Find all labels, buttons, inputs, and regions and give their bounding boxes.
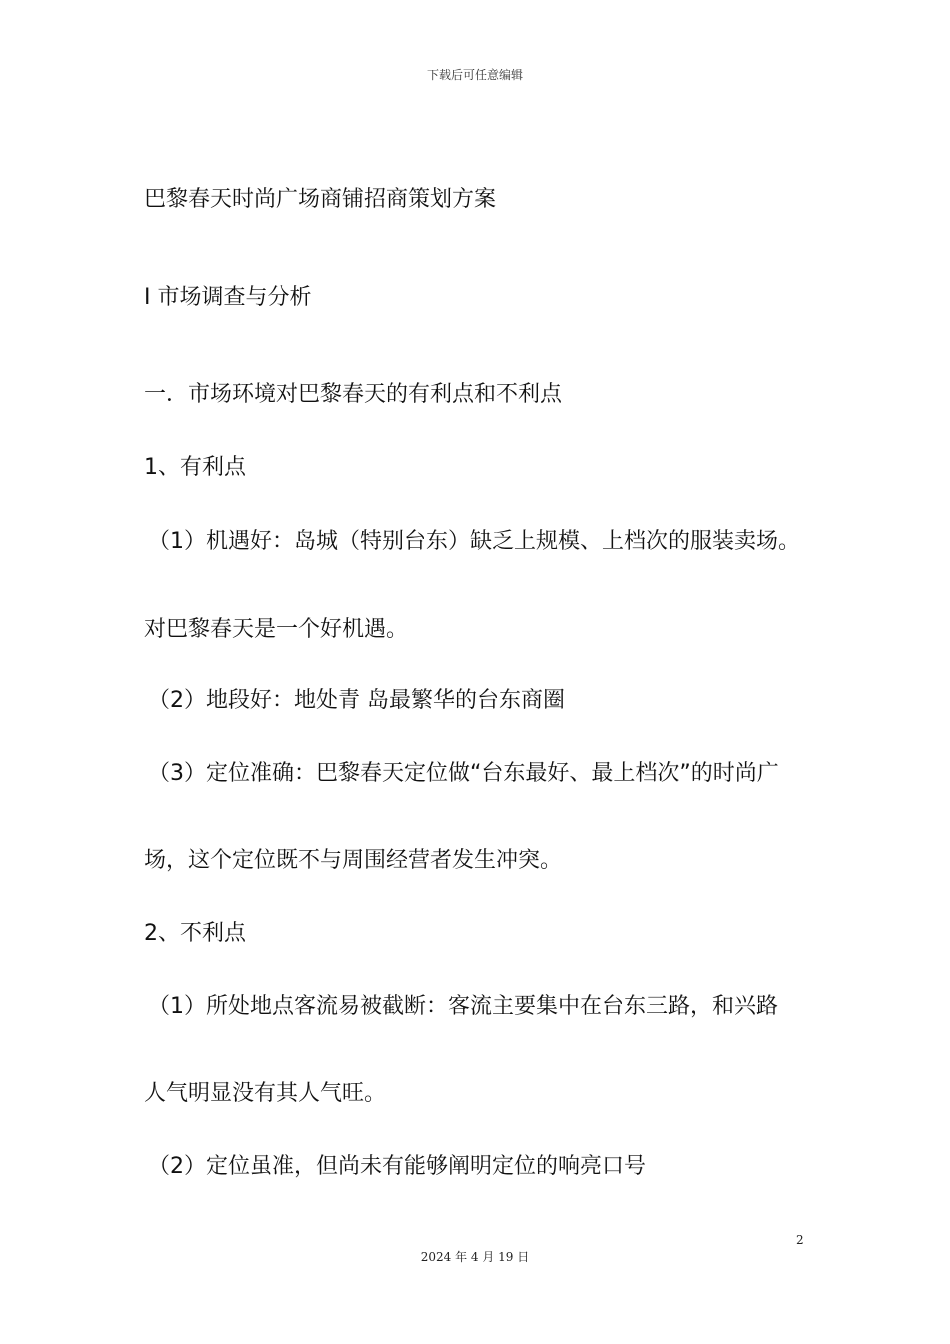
document-title: 巴黎春天时尚广场商铺招商策划方案	[144, 187, 497, 212]
advantage-item-2: （2）地段好：地处青 岛最繁华的台东商圈	[148, 688, 565, 713]
disadvantage-item-1-line-2: 人气明显没有其人气旺。	[144, 1081, 387, 1106]
section-heading: Ⅰ 市场调查与分析	[144, 285, 312, 310]
disadvantages-heading: 2、不利点	[144, 921, 246, 946]
footer-date: 2024 年 4 月 19 日	[420, 1250, 530, 1264]
advantage-item-3-line-2: 场，这个定位既不与周围经营者发生冲突。	[144, 848, 563, 873]
disadvantage-item-1-line-1: （1）所处地点客流易被截断：客流主要集中在台东三路，和兴路	[148, 994, 778, 1019]
advantage-item-1-line-2: 对巴黎春天是一个好机遇。	[144, 617, 409, 642]
header-note: 下载后可任意编辑	[426, 68, 523, 82]
subsection-heading: 一．市场环境对巴黎春天的有利点和不利点	[144, 382, 563, 407]
page-number: 2	[796, 1233, 804, 1247]
advantages-heading: 1、有利点	[144, 455, 246, 480]
disadvantage-item-2: （2）定位虽准，但尚未有能够阐明定位的响亮口号	[148, 1154, 646, 1179]
advantage-item-3-line-1: （3）定位准确：巴黎春天定位做“台东最好、最上档次”的时尚广	[148, 761, 779, 786]
advantage-item-1-line-1: （1）机遇好：岛城（特别台东）缺乏上规模、上档次的服装卖场。	[148, 529, 800, 554]
